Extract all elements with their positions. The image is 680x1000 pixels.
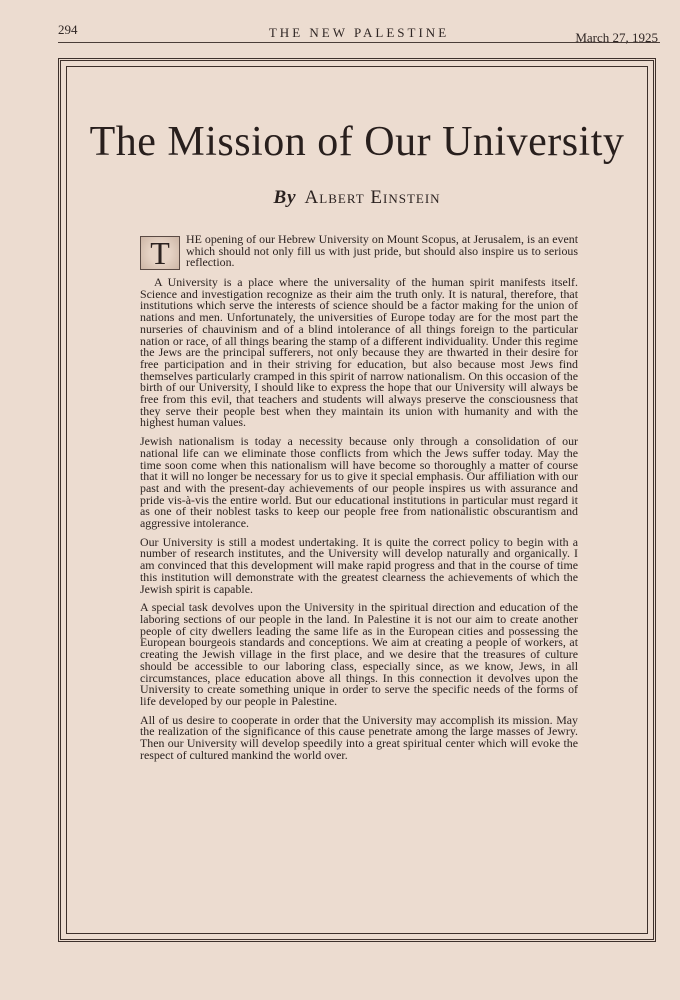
- issue-date: March 27, 1925: [575, 30, 658, 45]
- page-number: 294: [58, 22, 78, 37]
- ornamental-dropcap: T: [140, 236, 180, 270]
- body-paragraph: A University is a place where the universality of the human spirit manifests itself. Science and investigation recognize as their aim the truth only. It is natural, therefore, that institutions which serve the interests of science should be a factor making for the union of nations and men. Unfortunately, the universities of Europe today are for the most part the nurseries of chauvinism and of a blind intolerance of all things foreign to the particular nation or race, of all things bearing the stamp of a different individuality. Under this regime the Jews are the principal sufferers, not only because they are thwarted in their desire for free participation and in their striving for education, but also because most Jews find themselves particularly cramped in this spirit of narrow nationalism. On this occasion of the birth of our University, I should like to express the hope that our University will always be free from this evil, that teachers and students will always preserve the consciousness that they serve their people best when they maintain its union with humanity and with the highest human values.: [140, 275, 578, 430]
- author-name: Albert Einstein: [304, 187, 441, 208]
- body-paragraph: A special task devolves upon the University in the spiritual direction and education of the laboring sections of our people in the land. In Palestine it is not our aim to create another people of city dwellers leading the same life as in the European cities and possessing the European bourgeois standards and conceptions. We aim at creating a people of workers, at creating the Jewish village in the first place, and we desire that the treasures of culture should be accessible to our laboring class, especially since, as we know, Jews, in all circumstances, place education above all things. In this connection it devolves upon the University to create something unique in order to serve the specific needs of the forms of life developed by our people in Palestine.: [140, 600, 578, 708]
- body-paragraph: Our University is still a modest undertaking. It is quite the correct policy to begin with a number of research institutes, and the University will develop naturally and organically. I am convinced that this development will make rapid progress and that in the course of time this institution will demonstrate with the greatest clearness the achievements of which the Jewish spirit is capable.: [140, 534, 578, 596]
- byline-by: By: [273, 187, 297, 208]
- article-title: The Mission of Our University: [89, 119, 625, 165]
- opening-text: HE opening of our Hebrew University on Mount Scopus, at Jerusalem, is an event which should not only fill us with just pride, but should also inspire us to serious reflection.: [186, 232, 578, 270]
- body-paragraph: Jewish nationalism is today a necessity because only through a consolidation of our national life can we eliminate those conflicts from which the Jews suffer today. May the time soon come when this nationalism will have become so thoroughly a matter of course that it will no longer be necessary for us to give it special emphasis. Our affiliation with our past and with the present-day achievements of our people inspires us with assurance and pride vis-à-vis the entire world. But our educational institutions in particular must regard it as one of their noblest tasks to keep our people free from nationalistic obscurantism and aggressive intolerance.: [140, 434, 578, 531]
- body-paragraph: All of us desire to cooperate in order that the University may accomplish its mission. May the realization of the significance of this cause penetrate among the large masses of Jewry. Then our University will develop speedily into a great spiritual center which will evoke the respect of cultured mankind the world over.: [140, 712, 578, 762]
- article-body: [140, 234, 578, 768]
- byline: [66, 187, 648, 209]
- publication-title: THE NEW PALESTINE: [268, 25, 450, 40]
- opening-paragraph: [140, 234, 578, 270]
- header-rule: [58, 42, 660, 43]
